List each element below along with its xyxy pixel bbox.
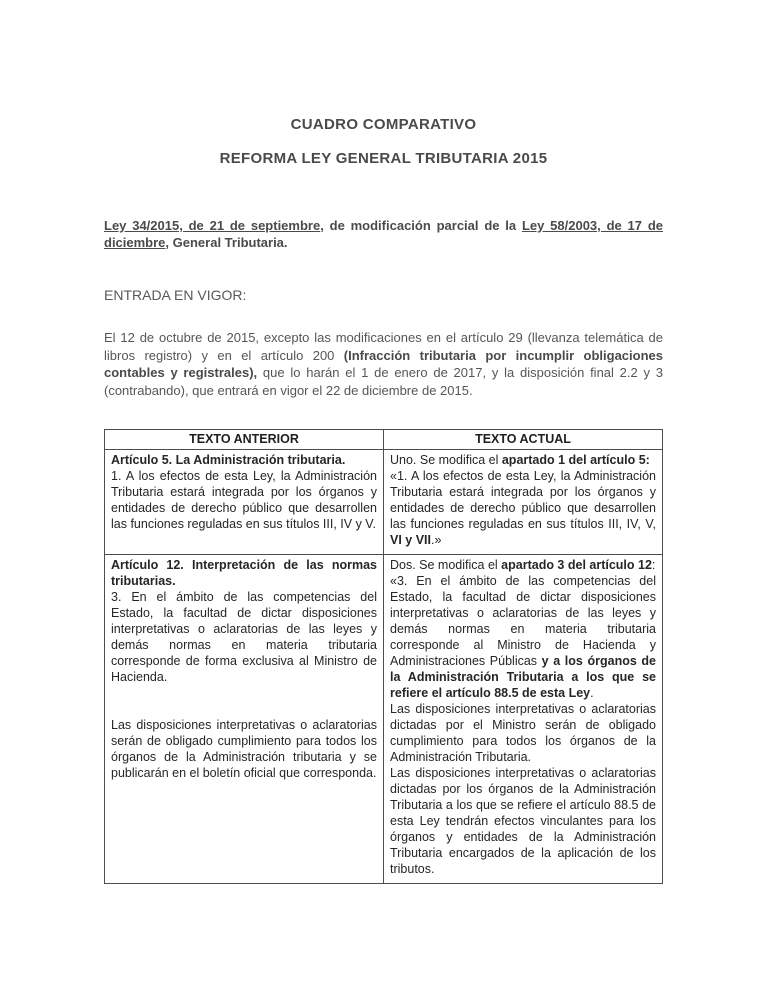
empty-line [111,685,377,701]
cell-paragraph [111,468,377,532]
cell-paragraph [390,468,656,548]
text-run: , General Tributaria. [165,235,288,250]
text-run: VI y VII [390,533,431,547]
text-run: Las disposiciones interpretativas o aclaratorias serán de obligado cumplimiento para todos los órganos de la Administración tributaria y se publicarán en el boletín oficial que corresponda. [111,718,377,780]
text-run: que lo harán el 1 de enero de 2017, y la disposición final 2.2 y 3 (contrabando), que entrará en vigor el 22 de diciembre de 2015. [104,365,663,398]
column-header-texto-anterior: TEXTO ANTERIOR [105,430,384,450]
text-run: .» [431,533,442,547]
text-run: «3. En el ámbito de las competencias del Estado, la facultad de dictar disposiciones interpretativas o aclaratorias de las leyes y demás normas en materia tributaria corresponde al Ministro de Hacienda y Administraciones Públicas [390,574,656,668]
text-run: apartado 3 del artículo 12 [501,558,652,572]
text-run: : [651,558,656,572]
cell-paragraph [390,701,656,765]
text-run: Dos. Se modifica el [390,558,502,572]
cell-texto-actual [384,555,663,884]
comparison-table [104,429,663,884]
entrada-en-vigor-paragraph [104,329,663,399]
doc-title: CUADRO COMPARATIVO [290,116,477,133]
cell-paragraph [390,573,656,701]
text-run: El 12 de octubre de 2015, excepto las modificaciones en el artículo 29 (llevanza telemática de libros registro) y en el artículo 200 [104,330,663,363]
cell-paragraph [390,557,656,573]
text-run: 3. En el ámbito de las competencias del Estado, la facultad de dictar disposiciones interpretativas o aclaratorias de las leyes y demás normas en materia tributaria corresponde de forma exclusiva al Ministro de Hacienda. [111,590,377,684]
cell-paragraph [111,557,377,589]
cell-paragraph [111,452,377,468]
cell-paragraph [111,589,377,685]
text-run: , de modificación parcial de la [320,218,522,233]
text-run: apartado 1 del artículo 5: [501,453,650,467]
column-header-texto-actual: TEXTO ACTUAL [384,430,663,450]
cell-paragraph [390,765,656,877]
table-header-row [105,430,663,450]
table-row [105,450,663,555]
cell-texto-actual [384,450,663,555]
cell-texto-anterior [105,450,384,555]
empty-line [111,701,377,717]
text-run: Las disposiciones interpretativas o aclaratorias dictadas por el Ministro serán de obligado cumplimiento para todos los órganos de la Administración Tributaria. [390,702,656,764]
table-body [105,450,663,884]
cell-texto-anterior [105,555,384,884]
table-row [105,555,663,884]
text-run: 1. A los efectos de esta Ley, la Administración Tributaria estará integrada por los órganos y entidades de derecho público que desarrollen las funciones reguladas en sus títulos III, IV y V. [111,469,377,531]
text-run: (Infracción tributaria por incumplir obligaciones contables y registrales), [104,347,663,380]
text-run: «1. A los efectos de esta Ley, la Administración Tributaria estará integrada por los órganos y entidades de derecho público que desarrollen las funciones reguladas en sus títulos III, IV, V, [390,469,656,531]
entrada-en-vigor-heading: ENTRADA EN VIGOR: [104,287,247,303]
text-run: y a los órganos de la Administración Tributaria a los que se refiere el artículo 88.5 de esta Ley [390,654,656,700]
law-link[interactable]: Ley 58/2003, de 17 de diciembre [104,218,663,250]
doc-subtitle: REFORMA LEY GENERAL TRIBUTARIA 2015 [219,150,548,167]
text-run: Artículo 12. Interpretación de las normas tributarias. [111,558,377,588]
cell-paragraph [390,452,656,468]
text-run: Artículo 5. La Administración tributaria. [111,453,346,467]
cell-paragraph [111,717,377,781]
text-run: Uno. Se modifica el [390,453,502,467]
law-link[interactable]: Ley 34/2015, de 21 de septiembre [104,218,321,233]
text-run: Las disposiciones interpretativas o aclaratorias dictadas por los órganos de la Administración Tributaria a los que se refiere el artículo 88.5 de esta Ley tendrán efectos vinculantes para los órganos y entidades de la Administración Tributaria encargados de la aplicación de los tributos. [390,766,656,876]
text-run: . [590,686,594,700]
intro-paragraph [104,217,663,251]
